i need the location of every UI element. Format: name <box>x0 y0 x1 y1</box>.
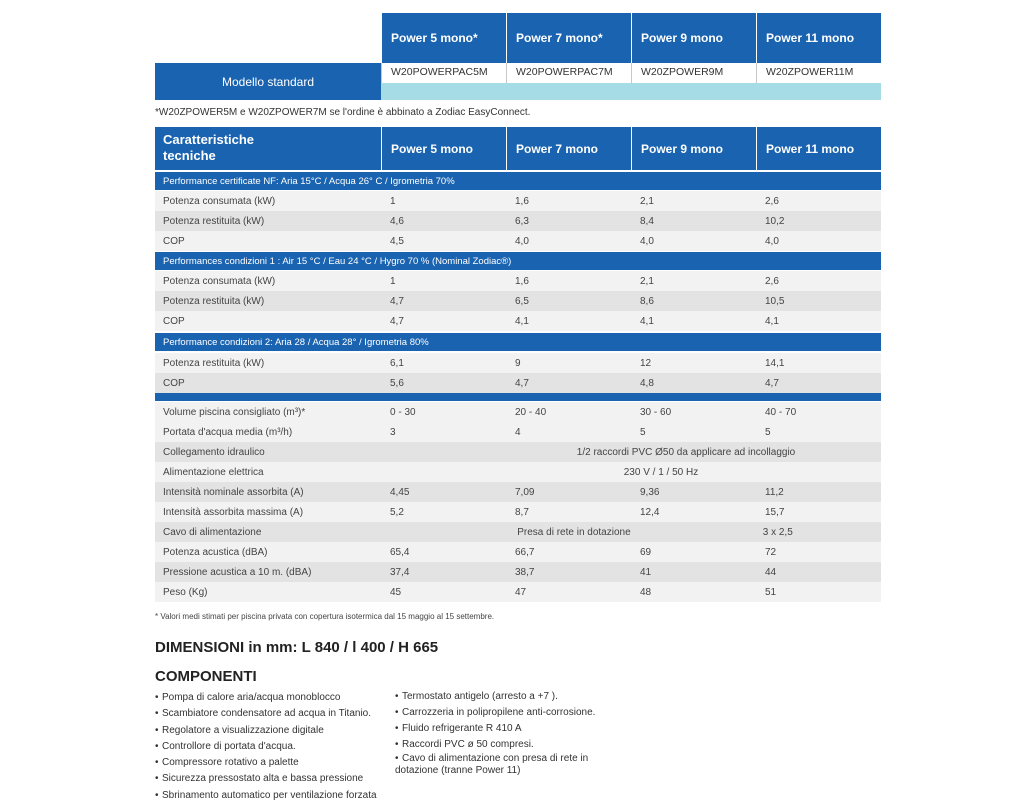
table-row <box>155 211 881 231</box>
spec-title-line1: Caratteristiche <box>163 132 255 147</box>
row-label: Potenza acustica (dBA) <box>163 546 268 558</box>
cell: 5 <box>640 426 646 438</box>
cell: 8,6 <box>640 295 654 307</box>
row-label: Collegamento idraulico <box>163 446 265 458</box>
spec-header-power11: Power 11 mono <box>756 127 881 170</box>
list-item <box>395 721 605 737</box>
cell: 6,1 <box>390 357 404 369</box>
section-nf-header: Performance certificate NF: Aria 15°C / Acqua 26° C / Igrometria 70% <box>155 172 881 190</box>
table-row <box>155 271 881 291</box>
cell: 4,7 <box>390 315 404 327</box>
cell-span: 1/2 raccordi PVC Ø50 da applicare ad incollaggio <box>576 446 796 458</box>
list-item-text: Scambiatore condensatore ad acqua in Titanio. <box>162 708 372 720</box>
list-item-text: Pompa di calore aria/acqua monoblocco <box>162 692 341 703</box>
table-row <box>155 502 881 522</box>
row-label: COP <box>163 377 185 389</box>
list-item-text: Compressore rotativo a palette <box>162 757 299 769</box>
row-label: Potenza consumata (kW) <box>163 195 276 207</box>
cell: 8,4 <box>640 215 654 227</box>
cell: 40 - 70 <box>765 406 797 418</box>
bullet: • <box>155 789 159 801</box>
cell: 11,2 <box>765 486 784 498</box>
row-label: Volume piscina consigliato (m³)* <box>163 406 306 418</box>
cell: 10,2 <box>765 215 785 227</box>
bullet: • <box>395 707 399 718</box>
list-item <box>155 755 377 771</box>
cell: 4,1 <box>765 315 779 327</box>
cell: 48 <box>640 586 652 598</box>
list-item <box>155 739 377 755</box>
cell: 2,1 <box>640 275 654 287</box>
list-item-text: Regolatore a visualizzazione digitale <box>162 724 324 736</box>
model-table-header <box>381 13 881 63</box>
cell: 38,7 <box>515 566 535 578</box>
model-row-label: Modello standard <box>155 63 381 100</box>
components-list-right <box>395 689 605 783</box>
list-item <box>395 737 605 753</box>
cell: 7,09 <box>515 486 535 498</box>
cell: 15,7 <box>765 506 785 518</box>
cell: 6,5 <box>515 295 529 307</box>
list-item-text: Raccordi PVC ø 50 compresi. <box>402 739 534 750</box>
dimensions-heading: DIMENSIONI in mm: L 840 / l 400 / H 665 <box>155 639 439 656</box>
cell: 4,6 <box>390 215 404 227</box>
list-item-text: Carrozzeria in polipropilene anti-corrosione. <box>402 707 596 718</box>
model-header-power9: Power 9 mono <box>631 13 756 63</box>
cell: 4,1 <box>640 315 654 327</box>
table-row <box>155 482 881 502</box>
list-item <box>155 771 377 787</box>
bullet: • <box>155 692 159 703</box>
model-teal-bar <box>381 83 881 100</box>
cell: 4,1 <box>515 315 529 327</box>
cell: 9 <box>515 357 521 369</box>
model-header-power11: Power 11 mono <box>756 13 881 63</box>
cell <box>381 522 508 542</box>
row-label: Intensità assorbita massima (A) <box>163 506 304 518</box>
cell: 5 <box>765 426 771 438</box>
cell: 4,7 <box>390 295 404 307</box>
model-code: W20ZPOWER9M <box>631 63 756 83</box>
cell: 51 <box>765 586 777 598</box>
row-label: Potenza restituita (kW) <box>163 357 265 369</box>
spec-table-header <box>155 127 881 170</box>
cell: 9,36 <box>640 486 660 498</box>
list-item <box>155 690 377 706</box>
cell: 1,6 <box>515 195 529 207</box>
cell: 5,6 <box>390 377 404 389</box>
table-row <box>155 522 881 542</box>
cell: 65,4 <box>390 546 410 558</box>
cell: 2,1 <box>640 195 654 207</box>
cell: 72 <box>765 546 777 558</box>
cell: 3 x 2,5 <box>762 526 793 538</box>
row-label: Cavo di alimentazione <box>163 526 262 538</box>
list-item-text: Controllore di portata d'acqua. <box>162 740 296 752</box>
bullet: • <box>155 724 159 736</box>
cell: 4,0 <box>640 235 654 247</box>
table-row <box>155 353 881 373</box>
section-divider <box>155 393 881 401</box>
components-heading: COMPONENTI <box>155 668 257 685</box>
row-label: Portata d'acqua media (m³/h) <box>163 426 293 438</box>
table-row <box>155 462 881 482</box>
list-item <box>395 705 605 721</box>
cell: 30 - 60 <box>640 406 672 418</box>
spec-header-power9: Power 9 mono <box>631 127 756 170</box>
list-item <box>395 689 605 705</box>
model-header-power7: Power 7 mono* <box>506 13 631 63</box>
cell: 4 <box>515 426 521 438</box>
table-row <box>155 422 881 442</box>
list-item-text: Cavo di alimentazione con presa di rete in dotazione (tranne Power 11) <box>395 753 589 776</box>
spec-header-power5: Power 5 mono <box>381 127 506 170</box>
list-item <box>155 723 377 739</box>
cell: 4,7 <box>765 377 779 389</box>
spec-title <box>155 127 381 170</box>
cell: 4,8 <box>640 377 654 389</box>
table-row <box>155 373 881 393</box>
cell: 47 <box>515 586 527 598</box>
table-row <box>155 402 881 422</box>
cell: 5,2 <box>390 506 404 518</box>
spec-title-line2: tecniche <box>163 148 216 163</box>
model-code: W20POWERPAC5M <box>381 63 506 83</box>
table-row <box>155 291 881 311</box>
section-cond2-header: Performance condizioni 2: Aria 28 / Acqua 28° / Igrometria 80% <box>155 333 881 351</box>
cell: 44 <box>765 566 777 578</box>
cell: 4,0 <box>515 235 529 247</box>
cell: 45 <box>390 586 402 598</box>
row-label: Peso (Kg) <box>163 586 208 598</box>
section-zodiac-header: Performances condizioni 1 : Air 15 °C / Eau 24 °C / Hygro 70 % (Nominal Zodiac®) <box>155 252 881 270</box>
list-item-text: Sicurezza pressostato alta e bassa pressione <box>162 773 364 785</box>
row-label: Alimentazione elettrica <box>163 466 264 478</box>
cell: 6,3 <box>515 215 529 227</box>
bullet: • <box>395 753 399 764</box>
cell: 66,7 <box>515 546 535 558</box>
model-code: W20ZPOWER11M <box>756 63 881 83</box>
cell: 2,6 <box>765 275 779 287</box>
table-row <box>155 191 881 211</box>
list-item-text: Sbrinamento automatico per ventilazione forzata <box>162 789 377 801</box>
table-row <box>155 542 881 562</box>
cell: 12,4 <box>640 506 660 518</box>
cell: 12 <box>640 357 652 369</box>
table-row <box>155 582 881 602</box>
bullet: • <box>155 773 159 785</box>
list-item <box>155 706 377 722</box>
cell-span: 230 V / 1 / 50 Hz <box>623 466 699 478</box>
bullet: • <box>395 723 399 734</box>
bullet: • <box>155 757 159 769</box>
cell: 8,7 <box>515 506 529 518</box>
model-codes-row <box>381 63 881 83</box>
cell: 3 <box>390 426 396 438</box>
row-label: Pressione acustica a 10 m. (dBA) <box>163 566 312 578</box>
model-note: *W20ZPOWER5M e W20ZPOWER7M se l'ordine è abbinato a Zodiac EasyConnect. <box>155 107 531 118</box>
cell: 4,5 <box>390 235 404 247</box>
cell: 37,4 <box>390 566 410 578</box>
list-item <box>155 788 377 804</box>
list-item-text: Termostato antigelo (arresto a +7 ). <box>402 691 558 702</box>
cell: 0 - 30 <box>390 406 416 418</box>
cell-span: Presa di rete in dotazione <box>517 526 631 538</box>
model-code: W20POWERPAC7M <box>506 63 631 83</box>
cell: 14,1 <box>765 357 785 369</box>
cell: 41 <box>640 566 652 578</box>
model-header-power5: Power 5 mono* <box>381 13 506 63</box>
cell: 20 - 40 <box>515 406 547 418</box>
cell: 10,5 <box>765 295 785 307</box>
cell: 1,6 <box>515 275 529 287</box>
list-item <box>395 753 605 783</box>
cell: 4,7 <box>515 377 529 389</box>
footnote: * Valori medi stimati per piscina privata con copertura isotermica dal 15 maggio al 15 settembre. <box>155 612 495 621</box>
table-row <box>155 562 881 582</box>
spec-header-power7: Power 7 mono <box>506 127 631 170</box>
table-row <box>155 311 881 331</box>
bullet: • <box>155 740 159 752</box>
cell: 1 <box>390 195 396 207</box>
row-label: Potenza restituita (kW) <box>163 215 265 227</box>
row-label: Potenza restituita (kW) <box>163 295 265 307</box>
bullet: • <box>155 708 159 720</box>
row-label: Intensità nominale assorbita (A) <box>163 486 304 498</box>
cell: 2,6 <box>765 195 779 207</box>
row-label: COP <box>163 235 185 247</box>
cell: 4,0 <box>765 235 779 247</box>
cell: 4,45 <box>390 486 410 498</box>
cell: 69 <box>640 546 652 558</box>
components-list-left <box>155 690 377 804</box>
bullet: • <box>395 691 399 702</box>
table-row <box>155 231 881 251</box>
list-item-text: Fluido refrigerante R 410 A <box>402 723 522 734</box>
cell: 1 <box>390 275 396 287</box>
bullet: • <box>395 739 399 750</box>
table-row <box>155 442 881 462</box>
row-label: Potenza consumata (kW) <box>163 275 276 287</box>
row-label: COP <box>163 315 185 327</box>
